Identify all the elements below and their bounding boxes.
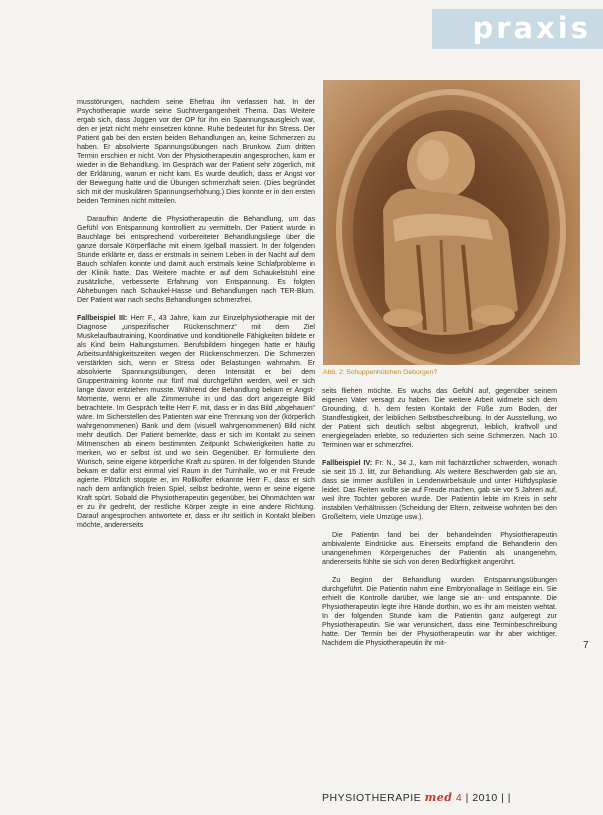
figure-caption: Abb. 2: Schuppenhütchen Geborgen? [323,369,438,376]
right-text-column [322,387,557,657]
case-paragraph [77,314,315,530]
case-text: Fr. N., 34 J., kam mit fachärztlicher schwerden, wonach sie seit 15 J. litt, zur Behandlung. Als weitere Beschwerden gab sie an, dass sie immer ausfüllen in Lendenwirbelsäule und unter Hüftdysplasie leidet. Das Reiten wollte sie auf Freude machen, gab sie vor 5 Jahren auf, weil ihre Tochter geboren wurde. Der Patientin lebte im Kreis in sehr instabilen Verhältnissen (Scheidung der Eltern, zeitweise wohnten bei den Großeltern, viele Umzüge usw.). [322,459,557,521]
section-header-bar [432,9,603,49]
footer-divider: | | [501,792,511,804]
journal-name: PHYSIOTHERAPIE [322,792,422,804]
journal-med-logo: med [424,791,453,804]
page-number: 7 [583,640,589,651]
paragraph: Daraufhin änderte die Physiotherapeutin die Behandlung, um das Gefühl von Entspannung kontrolliert zu vermitteln. Der Patient wurde in Bauchlage bei entsprechend vorbereiteter Behandlungsliege über die ganze dorsale Körperfläche mit einem Igelball massiert. In der folgenden Stunde erklärte er, dass er erstmals in seinem Leben in der Nacht auf dem Bauch schlafen konnte und damit auch erstmals keine Schlafprobleme in der Klinik hatte. Das Weitere machte er auf dem Schaukelstuhl eine zusätzliche, verbesserte Erfahrung von Entspannung. Es folgten Abhebungen nach Schaukel-Hasse und Behandlungen nach TER-Blum. Der Patient war nach sechs Behandlungen schmerzfrei. [77,215,315,304]
issue-number: 4 [455,792,463,804]
paragraph: musstörungen, nachdem seine Ehefrau ihn verlassen hat. In der Psychotherapie wurde seine Suchtvergangenheit Thema. Das Weitere ergab sich, dass Joggen vor der OP für ihn ein Spannungsausgleich war, den er jetzt nicht mehr einsetzen könne. Ruhe bedeutet für ihn Stress. Der Patient gab bei den ersten beiden Behandlungen an, keine Schmerzen zu haben. Er absolvierte Spannungsübungen nach Brunkow. Zum dritten Termin erschien er nicht. Von der Physiotherapeutin angesprochen, kam er wieder in die Behandlung. Im Gespräch war der Patient sehr zögerlich, mit der Erklärung, warum er nicht kam. Es wurde deutlich, dass er Angst vor der Bewegung hatte und die Übungen schmerzhaft seien. (Dies begründet sich mit der muskulären Spannungserhöhung.) Dies konnte er in den ersten beiden Terminen nicht mitteilen. [77,98,315,205]
section-title: praxis [472,11,591,45]
left-text-column [77,98,315,539]
sculpture-photo [323,80,580,365]
paragraph: seits fliehen möchte. Es wuchs das Gefühl auf, gegenüber seinem eigenen Vater versagt zu haben. Die weitere Arbeit widmete sich dem Grounding, d. h. dem festen Kontakt der Füße zum Boden, der Standfestigkeit, der leiblichen Selbstbeschreibung. In der Ausstellung, wo der Patient sich deutlich selbst abgegrenzt, leiblich, kraftvoll und energiegeladen erlebte, so reduzierten sich seine Schmerzen. Nach 10 Terminen war er schmerzfrei. [322,387,557,449]
footer-divider: | [465,792,469,804]
case-paragraph [322,459,557,522]
issue-year: 2010 [472,792,498,804]
case-lead: Fallbeispiel IV: [322,459,373,467]
case-text: Herr F., 43 Jahre, kam zur Einzelphysiotherapie mit der Diagnose „unspezifischer Rückenschmerz“ mit dem Ziel Muskelaufbautraining, Koordinative und konditionelle Fähigkeiten bildete er als Kind beim Haltungsturnen. Berufsbildern hingegen hatte er häufig Arbeitsunfähigkeitszeiten wegen der Rückenschmerzen. Die Schmerzen verstärkten sich, wenn er Stress oder Belastungen wahrnahm. Er absolvierte Spannungsübungen, deren Intensität er bei dem Gruppentraining konnte nur fünf mal durchgeführt werden, weil er sich lange davor entziehen musste. Während der Behandlung bekam er Angst-Momente, wenn er alle Zimmerruhe in und das dort angezeigte Bild betrachtete. Im Gespräch teilte Herr F. mit, dass er in das Bild „abgehauen“ wäre. Im Sicherstellen des Patienten war eine Trennung von der (körperlich wahrgenommenen) Bank und dem (visuell wahrgenommenen) Bild nicht mehr deutlich. Der Patient bemerkte, dass er sich im Kontakt zu seinen Mitmenschen ab einem bestimmten Zeitpunkt Schwierigkeiten hatte zu merken, wo er selbst ist und wo sein Gegenüber. Er formulierte den Wunsch, seine eigene körperliche Kraft zu spüren. In der folgenden Stunde bekam er dafür erst einmal viel Raum in der Turnhalle, wo er mit Freude agierte. Plötzlich stoppte er, im Rollkoffer erkannte Herr F., dass er sich nach dem anfänglich freien Spiel, selbst bedrohte, wenn er seine eigene Kraft spürt. Sobald die Physiotherapeutin gegenüber, bei Ohnmächten war er zu ihr gedreht, der restliche Körper zeigte in eine andere Richtung. Darauf angesprochen antwortete er, dass er ihr seitlich in Kontakt bleiben möchte, andererseits [77,314,315,529]
paragraph: Die Patientin fand bei der behandelnden Physiotherapeutin ambivalente Eindrücke aus. Einerseits empfand die Behandlerin den unangenehmen Körpergeruches der Patientin als unangenehm, andererseits fühlte sie sich von deren Bedürftigkeit angerührt. [322,531,557,566]
paragraph: Zu Beginn der Behandlung wurden Entspannungsübungen durchgeführt. Die Patientin nahm eine Embryonallage in Seitlage ein. Sie erhielt die Kontrolle darüber, wie lange sie an- und entspannte. Die Physiotherapeutin legte ihre Hände dorthin, wo es ihr am meisten wehtat. In der folgenden Stunde kam die Patientin ganz aufgeregt zur Physiotherapeutin. Sie war verunsichert, dass eine Terminbeschreibung hatte. Der Termin bei der Physiotherapeutin war ihr aber wichtiger. Nachdem die Physiotherapeutin ihr mit- [322,576,557,647]
journal-footer [322,791,511,804]
huddled-figure-illustration [323,80,580,365]
case-lead: Fallbeispiel III: [77,314,128,322]
